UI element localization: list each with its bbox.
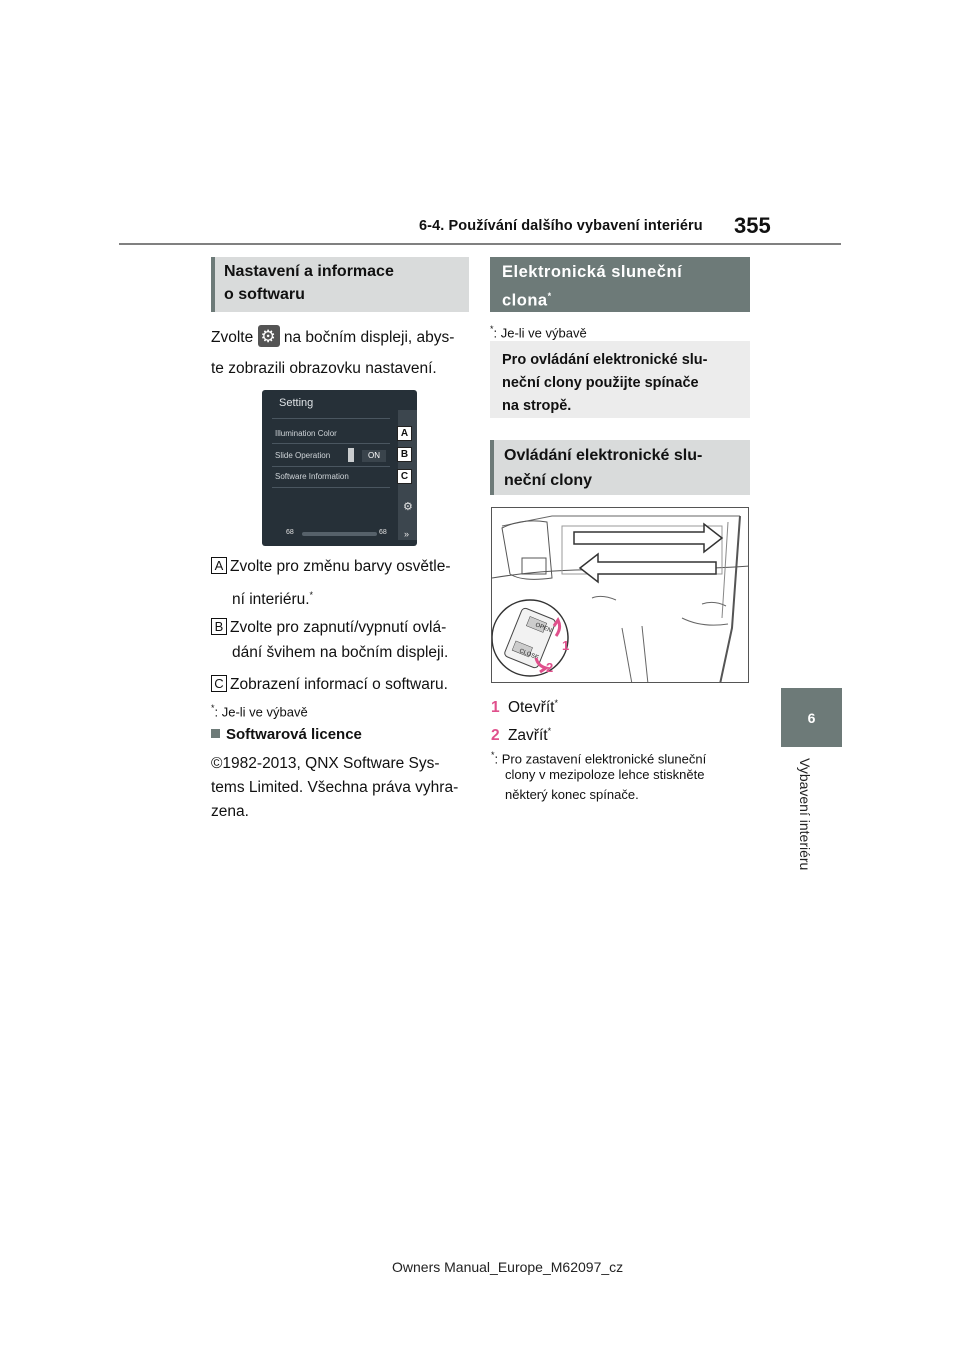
note-line: Pro ovládání elektronické slu- [502, 352, 708, 368]
screen-temp-right: 68 [379, 529, 387, 536]
mirror-line [592, 596, 616, 600]
callout-text: Zobrazení informací o softwaru. [230, 676, 448, 693]
intro-paragraph [211, 325, 471, 350]
license-line: tems Limited. Všechna práva vyhra- [211, 779, 459, 796]
screen-chevron-icon: » [404, 529, 410, 539]
callout-a [211, 554, 471, 579]
callout-c [211, 672, 471, 697]
settings-gear-icon [258, 325, 280, 347]
step-label: Otevřít [507, 699, 555, 717]
page-number: 355 [734, 213, 771, 238]
screen-item-illumination: Illumination Color [275, 429, 337, 438]
callout-key: C [211, 675, 227, 692]
switch-close-label: CLOSE [518, 648, 540, 662]
note-line: na stropě. [502, 398, 572, 414]
screen-temp-left: 68 [286, 529, 294, 536]
figure-label-b: B [397, 447, 412, 462]
step-number: 2 [491, 727, 500, 745]
intro-line2: te zobrazili obrazovku nastavení. [211, 360, 437, 377]
sunshade-illustration [492, 508, 749, 683]
footer-doc-id: Owners Manual_Europe_M62097_cz [392, 1259, 624, 1275]
switch-open-label: OPEN [534, 622, 553, 635]
section-heading-software [211, 257, 469, 312]
screen-divider [272, 466, 390, 467]
footnote-marker: * [547, 726, 552, 736]
seat-line [642, 626, 648, 683]
screen-toggle-on: ON [362, 450, 386, 462]
figure-label-c: C [397, 469, 412, 484]
settings-screen-figure [262, 390, 417, 546]
screen-item-slide: Slide Operation [275, 451, 331, 460]
step-note [491, 746, 706, 768]
marker-2: 2 [546, 660, 554, 675]
footnote-left [211, 699, 308, 721]
callout-b-line2: dání švihem na bočním displeji. [232, 644, 449, 661]
step-note-line3: některý konec spínače. [505, 787, 639, 802]
overhead-console [502, 521, 552, 579]
pillar-inner [722, 522, 728, 618]
callout-b [211, 615, 471, 640]
section-heading-sunshade [490, 257, 750, 312]
chapter-tab-label: Vybavení interiéru [797, 758, 813, 871]
callout-a-line2 [232, 583, 313, 612]
section-heading-operation [490, 440, 750, 495]
section-heading-line: o softwaru [224, 286, 305, 303]
note-box [490, 341, 750, 418]
step-2 [491, 719, 551, 748]
screen-toggle-knob [348, 448, 354, 462]
callout-text: ní interiéru. [232, 591, 310, 609]
license-line: ©1982-2013, QNX Software Sys- [211, 755, 440, 772]
callout-key: B [211, 618, 227, 635]
step-1 [491, 691, 558, 720]
screen-divider [272, 418, 390, 419]
intro-text: Zvolte [211, 329, 254, 346]
open-arrow-icon [574, 524, 722, 552]
section-heading-line: Nastavení a informace [224, 263, 394, 280]
section-heading-text: clona [502, 291, 548, 310]
note-line: neční clony použijte spínače [502, 375, 699, 391]
step-note-text: : Pro zastavení elektronické sluneční [494, 751, 707, 767]
seat-line [622, 628, 632, 683]
marker-1: 1 [562, 638, 570, 653]
section-heading-line2 [502, 284, 750, 313]
screen-divider [272, 487, 390, 488]
callout-key: A [211, 557, 227, 574]
section-heading-line: Elektronická sluneční [502, 263, 683, 281]
footnote-marker: * [547, 291, 552, 301]
footnote-marker: * [490, 324, 494, 334]
footnote-text: : Je-li ve výbavě [214, 704, 308, 720]
footnote-marker: * [309, 590, 314, 600]
intro-text-cont: na bočním displeji, abys- [279, 329, 455, 346]
license-heading-text: Softwarová licence [226, 726, 362, 743]
chapter-tab: 6 [781, 688, 842, 747]
callout-text: Zvolte pro zapnutí/vypnutí ovlá- [230, 619, 447, 636]
footnote-right [490, 320, 587, 342]
section-heading-line: Ovládání elektronické slu- [504, 447, 703, 464]
screen-gear-icon: ⚙ [403, 501, 413, 513]
footnote-marker: * [554, 698, 558, 708]
close-arrow-icon [580, 554, 716, 582]
step-label: Zavřít [507, 727, 548, 745]
screen-fan-slider [302, 532, 377, 536]
footnote-marker: * [211, 703, 215, 713]
header-divider [119, 243, 841, 245]
bullet-square-icon [211, 729, 220, 738]
screen-item-software: Software Information [275, 472, 349, 481]
callout-text: Zvolte pro změnu barvy osvětle- [230, 558, 451, 575]
footnote-text: : Je-li ve výbavě [493, 325, 587, 341]
screen-title: Setting [279, 397, 314, 409]
seat-line [682, 618, 728, 625]
figure-label-a: A [397, 426, 412, 441]
step-number: 1 [491, 699, 500, 717]
footnote-marker: * [491, 750, 495, 760]
sunshade-figure [491, 507, 749, 683]
screen-divider [272, 443, 390, 444]
step-note-line2: clony v mezipoloze lehce stiskněte [505, 767, 705, 782]
chapter-title: 6-4. Používání dalšího vybavení interiéru [419, 218, 703, 234]
license-heading [211, 726, 362, 743]
section-heading-line: neční clony [504, 472, 593, 489]
license-line: zena. [211, 803, 249, 820]
